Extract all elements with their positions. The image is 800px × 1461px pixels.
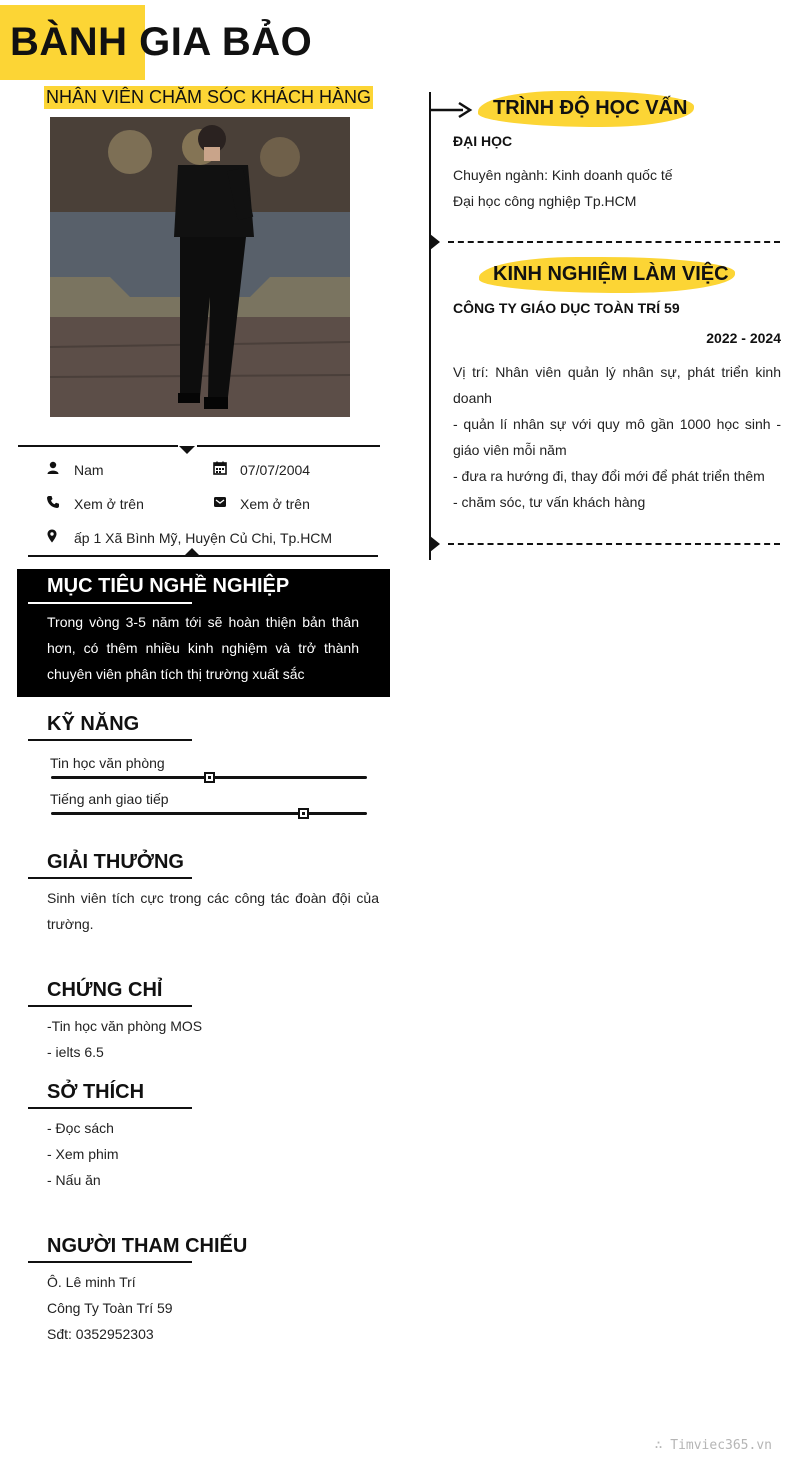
education-line: Đại học công nghiệp Tp.HCM bbox=[453, 193, 637, 209]
experience-position: Vị trí: Nhân viên quản lý nhân sự, phát triển kinh doanh bbox=[453, 364, 781, 406]
phone-value: Xem ở trên bbox=[74, 496, 144, 512]
map-pin-icon bbox=[45, 529, 59, 548]
info-bottom-rule bbox=[28, 555, 378, 557]
section-divider bbox=[448, 543, 780, 545]
certificate-item: -Tin học văn phòng MOS bbox=[47, 1018, 203, 1034]
timeline-marker-icon bbox=[430, 536, 440, 552]
skill-level-knob[interactable] bbox=[204, 772, 215, 783]
phone-icon bbox=[46, 495, 60, 514]
education-degree: ĐẠI HỌC bbox=[453, 133, 513, 149]
candidate-name: BÀNH GIA BẢO bbox=[10, 20, 313, 64]
references-underline bbox=[28, 1261, 192, 1263]
skill-level-knob[interactable] bbox=[298, 808, 309, 819]
reference-line: Ô. Lê minh Trí bbox=[47, 1274, 136, 1290]
education-line: Chuyên ngành: Kinh doanh quốc tế bbox=[453, 167, 673, 183]
experience-company: CÔNG TY GIÁO DỤC TOÀN TRÍ 59 bbox=[453, 300, 680, 316]
birthdate-value: 07/07/2004 bbox=[240, 462, 311, 478]
awards-underline bbox=[28, 877, 192, 879]
address-value: ấp 1 Xã Bình Mỹ, Huyện Củ Chi, Tp.HCM bbox=[74, 530, 333, 546]
hobbies-underline bbox=[28, 1107, 192, 1109]
certificates-title: CHỨNG CHỈ bbox=[47, 979, 163, 1001]
experience-duty: - chăm sóc, tư vấn khách hàng bbox=[453, 494, 646, 510]
objective-text: Trong vòng 3-5 năm tới sẽ hoàn thiện bản thân hơn, có thêm nhiều kinh nghiệm và trở thành chuyên viên phân tích thị trường xuất sắc bbox=[47, 614, 359, 682]
email-value: Xem ở trên bbox=[240, 496, 310, 512]
arrow-right-icon bbox=[429, 100, 473, 125]
education-title: TRÌNH ĐỘ HỌC VẤN bbox=[493, 97, 688, 119]
timeline-line bbox=[429, 92, 431, 560]
info-top-rule-left bbox=[18, 445, 178, 447]
references-title: NGƯỜI THAM CHIẾU bbox=[47, 1235, 248, 1257]
experience-duty: - quản lí nhân sự với quy mô gần 1000 học sinh - giáo viên mỗi năm bbox=[453, 416, 781, 458]
experience-title: KINH NGHIỆM LÀM VIỆC bbox=[493, 263, 729, 285]
envelope-icon bbox=[213, 495, 227, 514]
hobby-item: - Xem phim bbox=[47, 1146, 119, 1162]
reference-line: Công Ty Toàn Trí 59 bbox=[47, 1300, 173, 1316]
gender-value: Nam bbox=[74, 462, 104, 478]
info-top-rule-right bbox=[197, 445, 380, 447]
skills-underline bbox=[28, 739, 192, 741]
awards-title: GIẢI THƯỞNG bbox=[47, 851, 184, 873]
photo-illustration bbox=[50, 117, 350, 417]
caret-down-icon bbox=[179, 446, 195, 454]
job-title: NHÂN VIÊN CHĂM SÓC KHÁCH HÀNG bbox=[46, 87, 372, 107]
skill-label: Tiếng anh giao tiếp bbox=[50, 791, 169, 807]
hobby-item: - Nấu ăn bbox=[47, 1172, 101, 1188]
certificates-underline bbox=[28, 1005, 192, 1007]
reference-line: Sđt: 0352952303 bbox=[47, 1326, 154, 1342]
skills-title: KỸ NĂNG bbox=[47, 713, 140, 735]
experience-duty: - đưa ra hướng đi, thay đổi mới để phát triển thêm bbox=[453, 468, 765, 484]
calendar-icon bbox=[213, 461, 227, 480]
objective-underline bbox=[28, 602, 192, 604]
certificate-item: - ielts 6.5 bbox=[47, 1044, 104, 1060]
hobby-item: - Đọc sách bbox=[47, 1120, 114, 1136]
section-divider bbox=[448, 241, 780, 243]
user-icon bbox=[46, 461, 60, 480]
skill-label: Tin học văn phòng bbox=[50, 755, 165, 771]
skill-track bbox=[51, 812, 367, 815]
awards-text: Sinh viên tích cực trong các công tác đoàn đội của trường. bbox=[47, 890, 379, 932]
objective-title: MỤC TIÊU NGHỀ NGHIỆP bbox=[47, 575, 290, 597]
profile-photo bbox=[50, 117, 350, 417]
experience-period: 2022 - 2024 bbox=[706, 330, 781, 346]
timeline-marker-icon bbox=[430, 234, 440, 250]
watermark: ∴ Timviec365.vn bbox=[654, 1438, 772, 1453]
hobbies-title: SỞ THÍCH bbox=[47, 1081, 145, 1103]
